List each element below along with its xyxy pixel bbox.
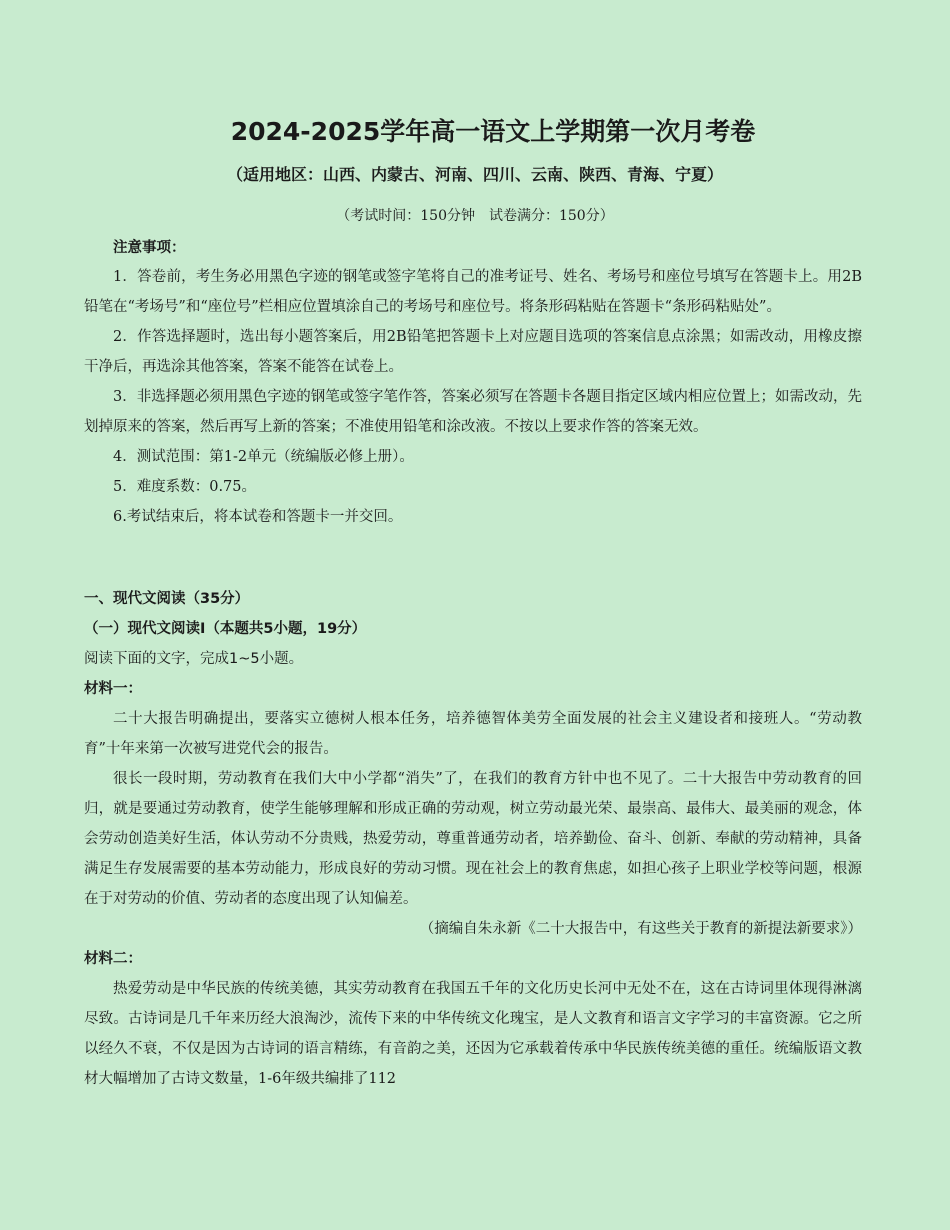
reading-section [84, 584, 862, 1094]
material-1-source: （摘编自朱永新《二十大报告中，有这些关于教育的新提法新要求》） [419, 921, 862, 937]
notice-item-6: 6.考试结束后，将本试卷和答题卡一并交回。 [113, 509, 403, 525]
notice-item-1: 1．答卷前，考生务必用黑色字迹的钢笔或签字笔将自己的准考证号、姓名、考场号和座位号填写在答题卡上。用2B铅笔在“考场号”和“座位号”栏相应位置填涂自己的考场号和座位号。将条形码粘贴在答题卡“条形码粘贴处”。 [84, 269, 862, 315]
notice-heading-block [84, 233, 862, 263]
exam-title: 2024-2025学年高一语文上学期第一次月考卷 [230, 117, 756, 146]
notice-item-5: 5．难度系数：0.75。 [113, 479, 257, 495]
material-2-label: 材料二： [84, 951, 142, 967]
exam-time-score: （考试时间：150分钟 试卷满分：150分） [336, 208, 614, 224]
notice-item-4: 4．测试范围：第1-2单元（统编版必修上册）。 [113, 449, 414, 465]
reading-instruction: 阅读下面的文字，完成1~5小题。 [84, 651, 304, 667]
notice-item-3: 3．非选择题必须用黑色字迹的钢笔或签字笔作答，答案必须写在答题卡各题目指定区域内相应位置上；如需改动，先划掉原来的答案，然后再写上新的答案；不准使用铅笔和涂改液。不按以上要求作答的答案无效。 [84, 389, 862, 435]
applicable-regions: （适用地区：山西、内蒙古、河南、四川、云南、陕西、青海、宁夏） [226, 165, 723, 184]
notice-item-2: 2．作答选择题时，选出每小题答案后，用2B铅笔把答题卡上对应题目选项的答案信息点涂黑；如需改动，用橡皮擦干净后，再选涂其他答案，答案不能答在试卷上。 [84, 329, 862, 375]
material-1-paragraph: 二十大报告明确提出，要落实立德树人根本任务，培养德智体美劳全面发展的社会主义建设者和接班人。“劳动教育”十年来第一次被写进党代会的报告。 [84, 711, 862, 757]
notice-list [84, 262, 862, 532]
material-1-label: 材料一： [84, 681, 142, 697]
material-1-paragraph: 很长一段时期，劳动教育在我们大中小学都“消失”了，在我们的教育方针中也不见了。二十大报告中劳动教育的回归，就是要通过劳动教育，使学生能够理解和形成正确的劳动观，树立劳动最光荣、最崇高、最伟大、最美丽的观念，体会劳动创造美好生活，体认劳动不分贵贱，热爱劳动，尊重普通劳动者，培养勤俭、奋斗、创新、奉献的劳动精神，具备满足生存发展需要的基本劳动能力，形成良好的劳动习惯。现在社会上的教育焦虑，如担心孩子上职业学校等问题，根源在于对劳动的价值、劳动者的态度出现了认知偏差。 [84, 771, 862, 907]
section-subheading: （一）现代文阅读Ⅰ（本题共5小题，19分） [84, 621, 367, 637]
section-heading: 一、现代文阅读（35分） [84, 591, 250, 607]
material-2-paragraph: 热爱劳动是中华民族的传统美德，其实劳动教育在我国五千年的文化历史长河中无处不在，这在古诗词里体现得淋漓尽致。古诗词是几千年来历经大浪淘沙，流传下来的中华传统文化瑰宝，是人文教育和语言文字学习的丰富资源。它之所以经久不衰，不仅是因为古诗词的语言精练，有音韵之美，还因为它承载着传承中华民族传统美德的重任。统编版语文教材大幅增加了古诗文数量，1-6年级共编排了112 [84, 981, 862, 1087]
notice-heading: 注意事项： [113, 240, 186, 256]
